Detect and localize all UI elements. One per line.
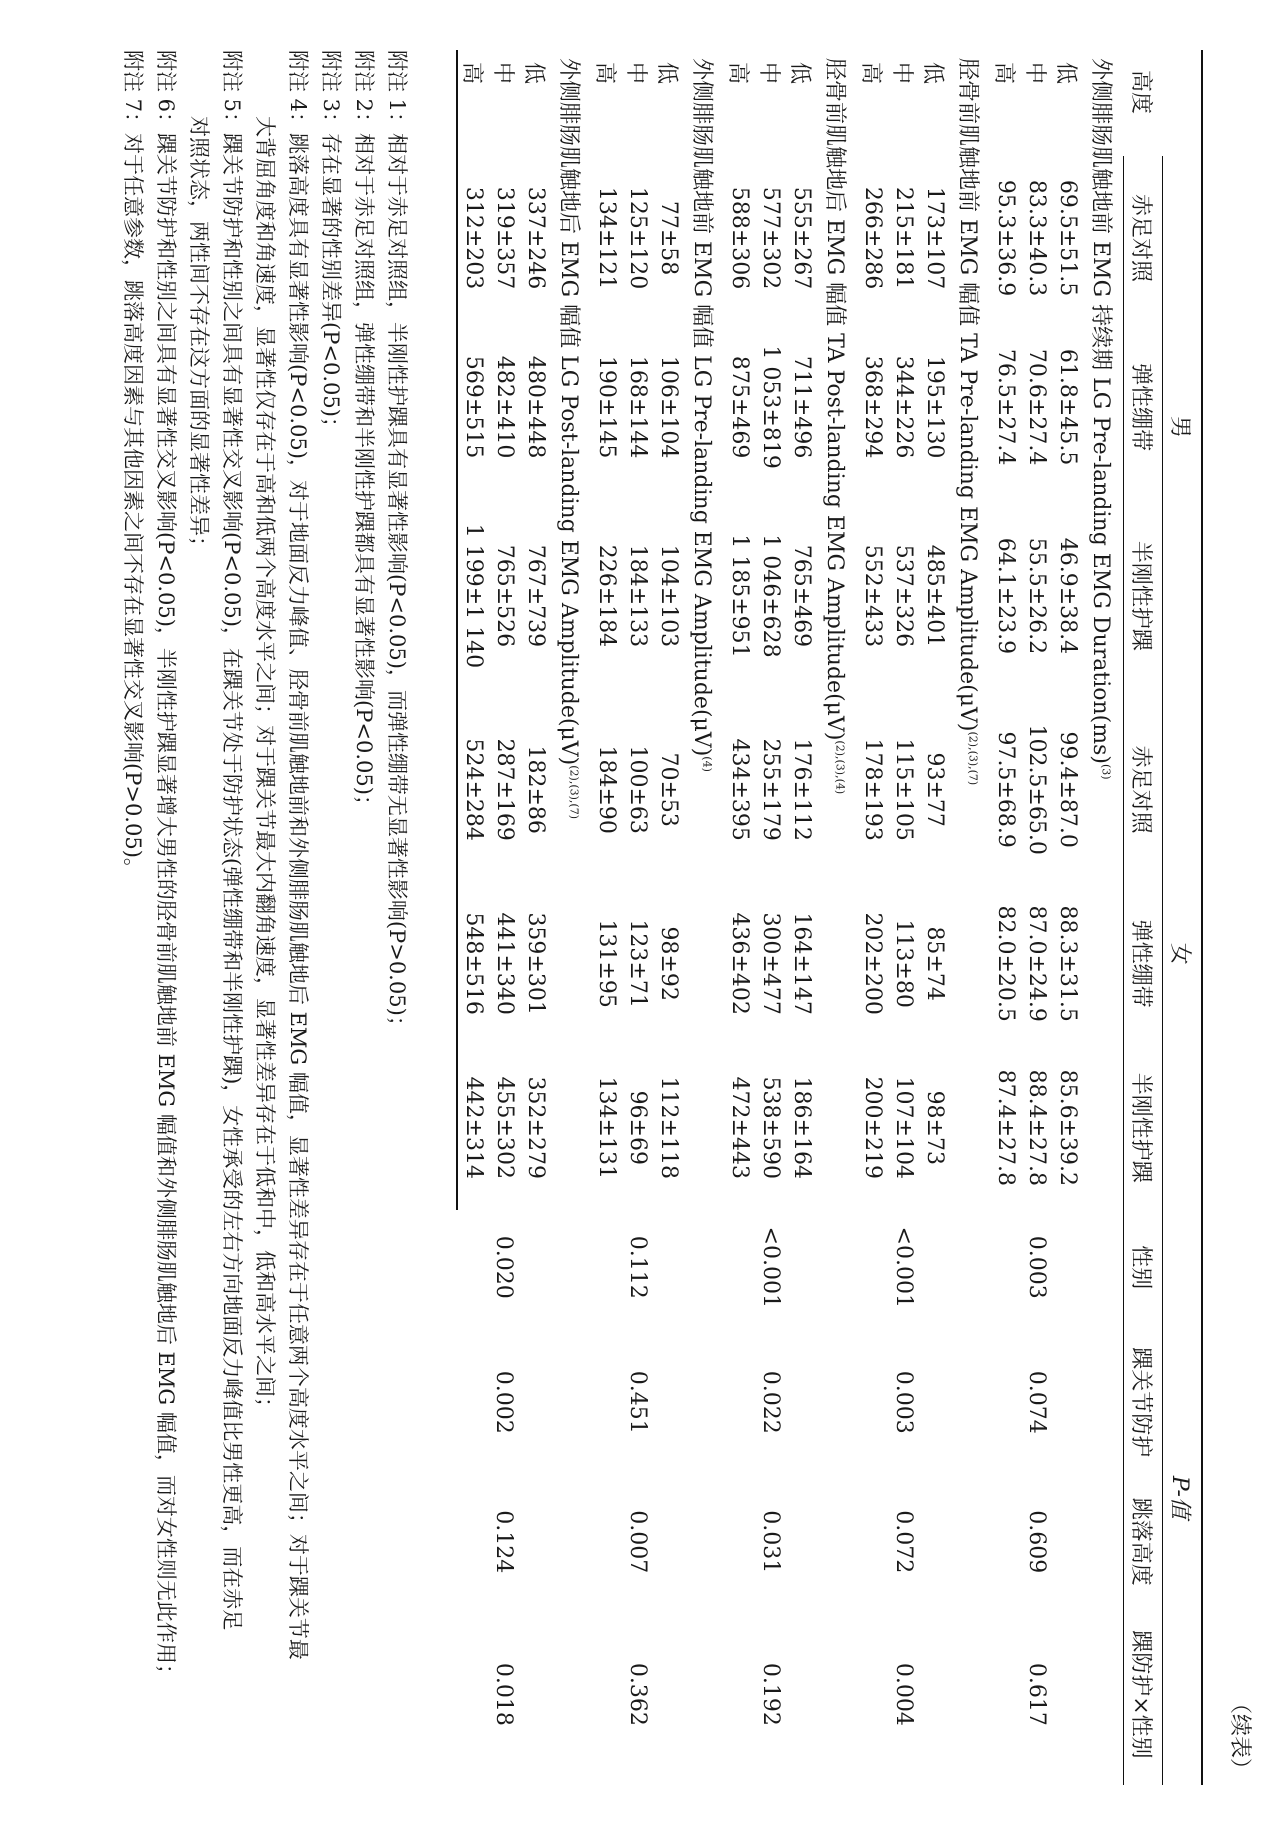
section-row	[684, 50, 724, 1785]
table-cell: 69.5±51.5	[1055, 179, 1080, 297]
table-cell: 87.4±27.8	[993, 1069, 1018, 1186]
table-cell: 104±103	[656, 544, 681, 648]
table-cell: 134±121	[594, 186, 619, 290]
table-cell: 64.1±23.9	[993, 537, 1018, 655]
continued-label: （续表）	[1227, 1691, 1252, 1780]
p-value-cell: 0.451	[625, 1370, 650, 1434]
table-cell: 434±395	[727, 738, 752, 841]
table-cell: 1 053±819	[758, 345, 783, 469]
table-cell: 300±477	[758, 912, 783, 1015]
table-cell: 359±301	[523, 912, 548, 1015]
table-cell: 319±357	[492, 186, 517, 290]
table-cell: 83.3±40.3	[1024, 179, 1049, 297]
table-cell: 102.5±65.0	[1024, 724, 1049, 855]
height-level: 中	[623, 62, 648, 85]
table-cell: 485±401	[922, 544, 947, 648]
table-cell: 178±193	[860, 738, 885, 841]
p-value-cell: 0.124	[491, 1510, 517, 1574]
height-level: 中	[490, 62, 515, 85]
section-row	[817, 50, 857, 1785]
table-cell: 711±496	[789, 355, 814, 459]
footnote: 附注 1：相对于赤足对照组，半刚性护踝具有显著性影响(P<0.05)，而弹性绷带无显著性影响(P>0.05)；	[385, 50, 409, 1037]
table-cell: 569±515	[457, 320, 489, 494]
p-value-cell: 0.074	[1024, 1370, 1049, 1434]
table-cell: 134±131	[594, 1076, 619, 1179]
height-level: 低	[787, 62, 812, 85]
table-row	[520, 50, 551, 1785]
section-title-cell	[817, 50, 857, 1785]
table-cell: 93±77	[922, 752, 947, 827]
p-value-cell: 0.007	[625, 1510, 650, 1574]
section-footnote-ref: (2),(3),(7)	[567, 765, 581, 819]
p-value-cell: 0.020	[491, 1235, 517, 1299]
column-header: 赤足对照	[1124, 698, 1163, 882]
table-cell: 70.6±27.4	[1024, 348, 1049, 466]
table-cell: 337±246	[523, 186, 548, 290]
height-header: 高度	[1124, 50, 1203, 156]
table-cell: 195±130	[922, 355, 947, 459]
section-title: 外侧腓肠肌触地前 EMG 幅值 LG Pre-landing EMG Amplitude(μV)	[689, 58, 715, 757]
table-cell: 186±164	[789, 1076, 814, 1179]
p-value-cell: 0.617	[1024, 1662, 1049, 1726]
section-row	[950, 50, 990, 1785]
column-header: 性别	[1124, 1210, 1163, 1325]
table-cell: 441±340	[492, 912, 517, 1015]
p-value-header: P-值	[1163, 1210, 1203, 1785]
height-level: 低	[920, 62, 945, 85]
table-row	[919, 50, 950, 1785]
table-cell: 455±302	[492, 1076, 517, 1179]
footnote: 附注 5：踝关节防护和性别之间具有显著性交叉影响(P<0.05)，在踝关节处于防护状态(弹性绷带和半刚性护踝)，女性承受的左右方向地面反力峰值比男性更高，而在赤足	[220, 50, 244, 1631]
table-cell: 115±105	[891, 738, 916, 841]
table-cell: 266±286	[860, 186, 885, 290]
section-footnote-ref: (3)	[1099, 763, 1113, 780]
p-value-cell: 0.003	[891, 1370, 916, 1434]
height-level: 高	[725, 62, 750, 85]
column-header: 半刚性护踝	[1124, 494, 1163, 698]
section-title-cell	[1083, 50, 1124, 1785]
section-title: 外侧腓肠肌触地后 EMG 幅值 LG Post-landing EMG Amplitude(μV)	[556, 58, 582, 766]
table-cell: 125±120	[625, 186, 650, 290]
p-value-cell: <0.001	[758, 1226, 783, 1308]
p-value-cell: 0.192	[758, 1662, 783, 1726]
column-header: 赤足对照	[1124, 156, 1163, 320]
table-cell: 98±73	[922, 1090, 947, 1165]
table-cell: 97.5±68.9	[993, 731, 1018, 848]
p-value-cell: 0.018	[491, 1662, 517, 1726]
table-row	[653, 50, 684, 1785]
table-cell: 1 199±1 140	[457, 494, 489, 698]
table-cell: 368±294	[860, 355, 885, 459]
p-value-cell: 0.004	[891, 1662, 916, 1726]
p-value-cell: 0.609	[1024, 1510, 1049, 1574]
p-value-cell: 0.022	[758, 1370, 783, 1434]
table-cell: 442±314	[457, 1046, 489, 1210]
column-header-row	[1124, 50, 1163, 1785]
table-cell: 184±90	[594, 745, 619, 834]
height-level: 低	[1053, 62, 1078, 85]
height-level: 低	[521, 62, 546, 85]
table-cell: 95.3±36.9	[993, 179, 1018, 297]
section-title: 胫骨前肌触地后 EMG 幅值 TA Post-landing EMG Amplitude(μV)	[822, 58, 848, 741]
table-cell: 588±306	[727, 186, 752, 290]
column-header: 弹性绷带	[1124, 882, 1163, 1046]
table-cell: 113±80	[891, 919, 916, 1008]
table-cell: 123±71	[625, 919, 650, 1008]
table-cell: 99.4±87.0	[1055, 731, 1080, 848]
table-cell: 480±448	[523, 355, 548, 459]
table-cell: 1 046±628	[758, 534, 783, 658]
section-title-cell	[950, 50, 990, 1785]
table-cell: 164±147	[789, 912, 814, 1015]
table-cell: 88.4±27.8	[1024, 1069, 1049, 1186]
column-header: 弹性绷带	[1124, 320, 1163, 494]
p-value-cell: 0.003	[1024, 1235, 1049, 1299]
table-cell: 100±63	[625, 745, 650, 834]
table-cell: 168±144	[625, 355, 650, 459]
table-cell: 472±443	[727, 1076, 752, 1179]
table-cell: 112±118	[656, 1076, 681, 1179]
p-value-cell: 0.362	[625, 1662, 650, 1726]
table-cell: 77±58	[656, 200, 681, 276]
section-title-cell	[551, 50, 591, 1785]
table-row	[786, 50, 817, 1785]
footnote: 附注 3：存在显著的性别差异(P<0.05)；	[319, 50, 343, 438]
footnote: 大背屈角度和角速度，显著性仅存在于高和低两个高度水平之间；对于踝关节最大内翻角速度，显著性差异存在于低和中，低和高水平之间；	[253, 116, 277, 1418]
table-cell: 98±92	[656, 926, 681, 1001]
section-row	[1083, 50, 1124, 1785]
table-cell: 287±169	[492, 738, 517, 841]
table-cell: 552±433	[860, 544, 885, 648]
table-cell: 46.9±38.4	[1055, 537, 1080, 655]
section-title-cell	[684, 50, 724, 1785]
table-cell: 1 185±951	[727, 534, 752, 658]
table-cell: 524±284	[457, 698, 489, 882]
table-cell: 215±181	[891, 186, 916, 290]
p-value-cell: 0.002	[491, 1370, 517, 1434]
table-cell: 767±739	[523, 544, 548, 648]
table-cell: 55.5±26.2	[1024, 537, 1049, 655]
p-value-cell: 0.072	[891, 1510, 916, 1574]
height-level: 中	[1022, 62, 1047, 85]
table-cell: 85±74	[922, 926, 947, 1001]
height-level: 中	[756, 62, 781, 85]
height-level: 高	[592, 62, 617, 85]
table-cell: 85.6±39.2	[1055, 1069, 1080, 1186]
table-cell: 61.8±45.5	[1055, 348, 1080, 466]
table-cell: 200±219	[860, 1076, 885, 1179]
table-cell: 190±145	[594, 355, 619, 459]
table-cell: 202±200	[860, 912, 885, 1015]
table-cell: 577±302	[758, 186, 783, 290]
section-footnote-ref: (2),(3),(7)	[966, 731, 980, 786]
table-cell: 76.5±27.4	[993, 348, 1018, 466]
section-row	[551, 50, 591, 1785]
table-cell: 875±469	[727, 355, 752, 459]
footnote: 附注 6：踝关节防护和性别之间具有显著性交叉影响(P<0.05)，半刚性护踝显著增大男性的胫骨前肌触地前 EMG 幅值和外侧腓肠肌触地后 EMG 幅值，而对女性则无此作用；	[154, 50, 178, 1685]
table-cell: 765±469	[789, 544, 814, 648]
table-cell: 255±179	[758, 738, 783, 841]
column-header: 踝防护×性别	[1124, 1604, 1163, 1785]
results-table	[456, 50, 1203, 1785]
table-cell: 226±184	[594, 544, 619, 648]
height-level: 低	[654, 62, 679, 85]
footnotes	[116, 50, 413, 1785]
footnote: 附注 2：相对于赤足对照组，弹性绷带和半刚性护踝都具有显著性影响(P<0.05)；	[352, 50, 376, 816]
table-cell: 82.0±20.5	[993, 905, 1018, 1022]
p-value-cell: 0.031	[758, 1510, 783, 1574]
table-cell: 537±326	[891, 544, 916, 648]
p-value-cell: <0.001	[891, 1226, 916, 1308]
table-cell: 176±112	[789, 738, 814, 841]
footnote: 对照状态，两性间不存在这方面的显著性差异；	[187, 116, 211, 557]
table-body	[457, 50, 1124, 1785]
section-title: 胫骨前肌触地前 EMG 幅值 TA Pre-landing EMG Amplitude(μV)	[955, 58, 981, 732]
height-level: 高	[991, 62, 1016, 85]
section-title: 外侧腓肠肌触地前 EMG 持续期 LG Pre-landing EMG Duration(ms)	[1088, 58, 1114, 764]
table-cell: 70±53	[656, 752, 681, 827]
p-value-cell: 0.112	[625, 1235, 650, 1299]
height-level: 高	[457, 50, 489, 156]
male-header: 男	[1163, 156, 1203, 698]
column-header: 跳落高度	[1124, 1480, 1163, 1604]
table-cell: 131±95	[594, 919, 619, 1008]
table-cell: 436±402	[727, 912, 752, 1015]
table-cell: 344±226	[891, 355, 916, 459]
table-cell: 88.3±31.5	[1055, 905, 1080, 1022]
table-cell: 184±133	[625, 544, 650, 648]
table-cell: 312±203	[457, 156, 489, 320]
footnote: 附注 7：对于任意参数，跳落高度因素与其他因素之间不存在显著性交叉影响(P>0.05)。	[121, 50, 145, 879]
table-cell: 548±516	[457, 882, 489, 1046]
column-header: 踝关节防护	[1124, 1325, 1163, 1480]
table-cell: 482±410	[492, 355, 517, 459]
table-cell: 173±107	[922, 186, 947, 290]
female-header: 女	[1163, 698, 1203, 1210]
column-header: 半刚性护踝	[1124, 1046, 1163, 1210]
table-cell: 555±267	[789, 186, 814, 290]
table-cell: 106±104	[656, 355, 681, 459]
table-cell: 538±590	[758, 1076, 783, 1179]
section-footnote-ref: (4)	[700, 756, 714, 772]
table-cell: 107±104	[891, 1076, 916, 1179]
table-cell: 352±279	[523, 1076, 548, 1179]
height-level: 高	[858, 62, 883, 85]
section-footnote-ref: (2),(3),(4)	[833, 740, 847, 795]
table-row	[1052, 50, 1083, 1785]
footnote: 附注 4：跳落高度具有显著性影响(P<0.05)，对于地面反力峰值、胫骨前肌触地前和外侧腓肠肌触地后 EMG 幅值，显著性差异存在于任意两个高度水平之间；对于踝关节最	[286, 50, 310, 1660]
height-level: 中	[889, 62, 914, 85]
table-cell: 765±526	[492, 544, 517, 648]
table-cell: 96±69	[625, 1090, 650, 1165]
table-cell: 87.0±24.9	[1024, 905, 1049, 1022]
table-cell: 182±86	[523, 745, 548, 834]
